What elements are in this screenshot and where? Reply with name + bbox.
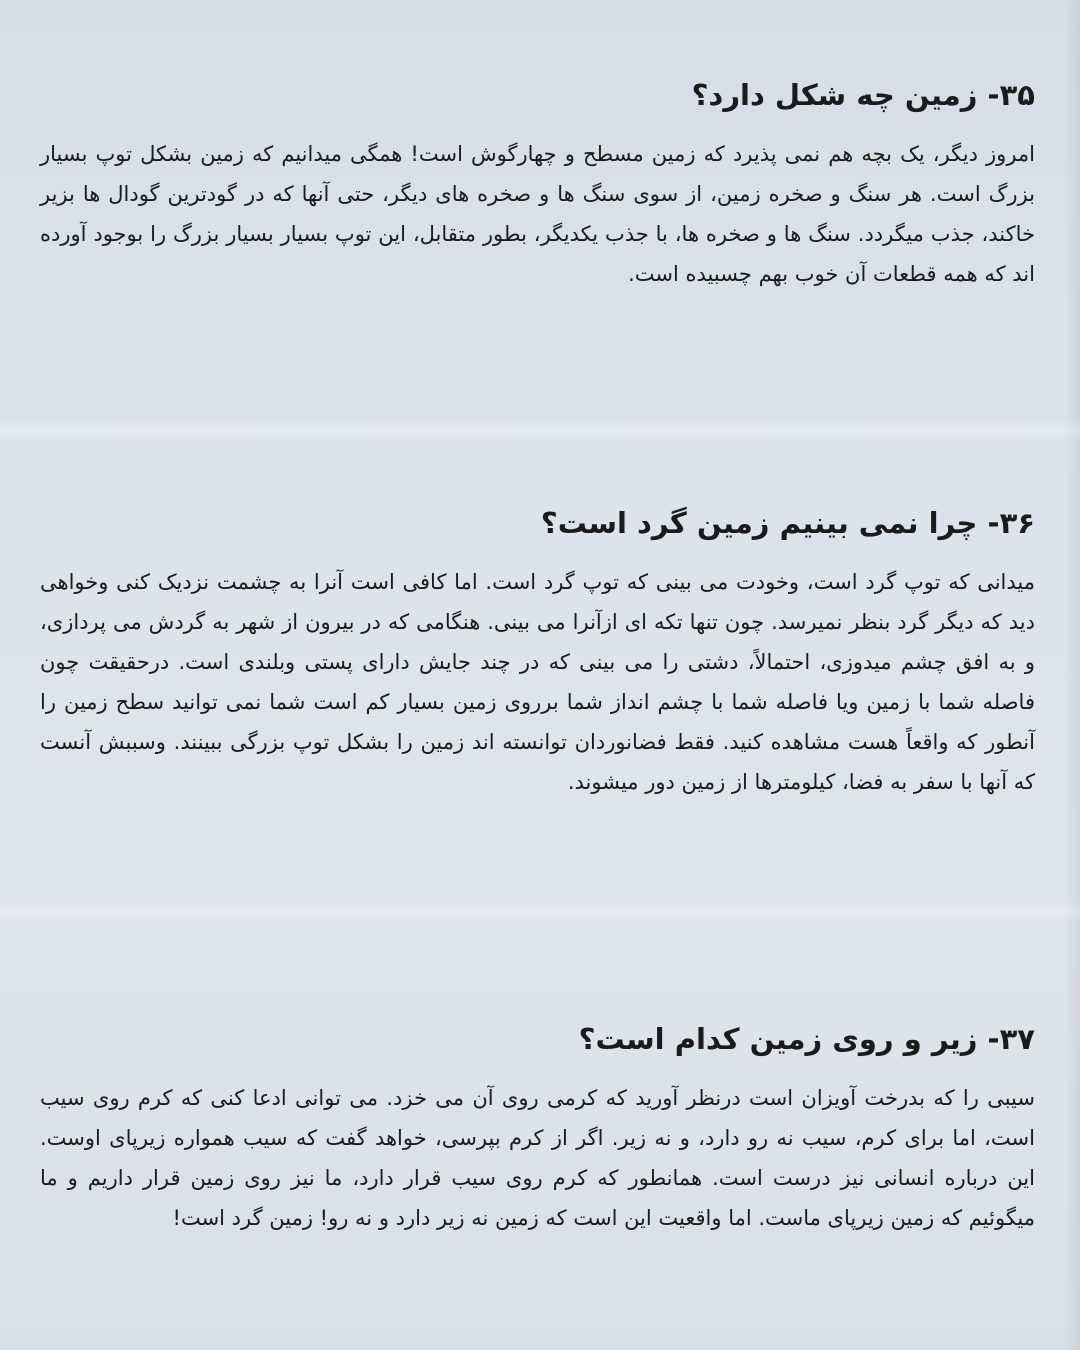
- question-36-section: [40, 504, 1035, 802]
- question-37-paragraph: سیبی را که بدرخت آویزان است درنظر آورید که کرمی روی آن می خزد. می توانی ادعا کنی که کرم روی سیب است، اما برای کرم، سیب نه رو دارد، و نه زیر. اگر از کرم بپرسی، خواهد گفت که سیب همواره زیرپای اوست. این درباره انسانی نیز درست است. همانطور که کرم روی سیب قرار دارد، ما نیز روی زمین قرار داریم و ما میگوئیم که زمین زیرپای ماست. اما واقعیت این است که زمین نه زیر دارد و نه رو! زمین گرد است!: [40, 1086, 1035, 1230]
- page-light-band: [0, 900, 1080, 922]
- page-light-band: [0, 420, 1080, 442]
- question-35-title: ۳۵- زمین چه شکل دارد؟: [691, 78, 1035, 112]
- question-36-paragraph: میدانی که توپ گرد است، وخودت می بینی که توپ گرد است. اما کافی است آنرا به چشمت نزدیک کنی وخواهی دید که دیگر گرد بنظر نمیرسد. چون تنها تکه ای ازآنرا می بینی. هنگامی که در بیرون از شهر به گردش می پردازی، و به افق چشم میدوزی، احتمالاً، دشتی را می بینی که در چند جایش دارای پستی وبلندی است. درحقیقت چون فاصله شما با زمین ویا فاصله شما با چشم انداز شما برروی زمین بسیار کم است شما نمی توانید سطح زمین را آنطور که واقعاً هست مشاهده کنید. فقط فضانوردان توانسته اند زمین را بشکل توپ بزرگی ببینند. وسببش آنست که آنها با سفر به فضا، کیلومترها از زمین دور میشوند.: [40, 570, 1035, 794]
- question-37-section: [40, 1020, 1035, 1238]
- question-35-section: [40, 76, 1035, 294]
- question-37-title: ۳۷- زیر و روی زمین کدام است؟: [578, 1022, 1035, 1056]
- page-edge-shadow: [1064, 0, 1080, 1350]
- question-36-title: ۳۶- چرا نمی بینیم زمین گرد است؟: [540, 506, 1035, 540]
- question-35-paragraph: امروز دیگر، یک بچه هم نمی پذیرد که زمین مسطح و چهارگوش است! همگی میدانیم که زمین بشکل توپ بسیار بزرگ است. هر سنگ و صخره زمین، از سوی سنگ ها و صخره های دیگر، حتی آنها که در گودترین گودال ها بزیر خاکند، جذب میگردد. سنگ ها و صخره ها، با جذب یکدیگر، بطور متقابل، این توپ بسیار بسیار بزرگ را بوجود آورده اند که همه قطعات آن خوب بهم چسبیده است.: [40, 142, 1035, 286]
